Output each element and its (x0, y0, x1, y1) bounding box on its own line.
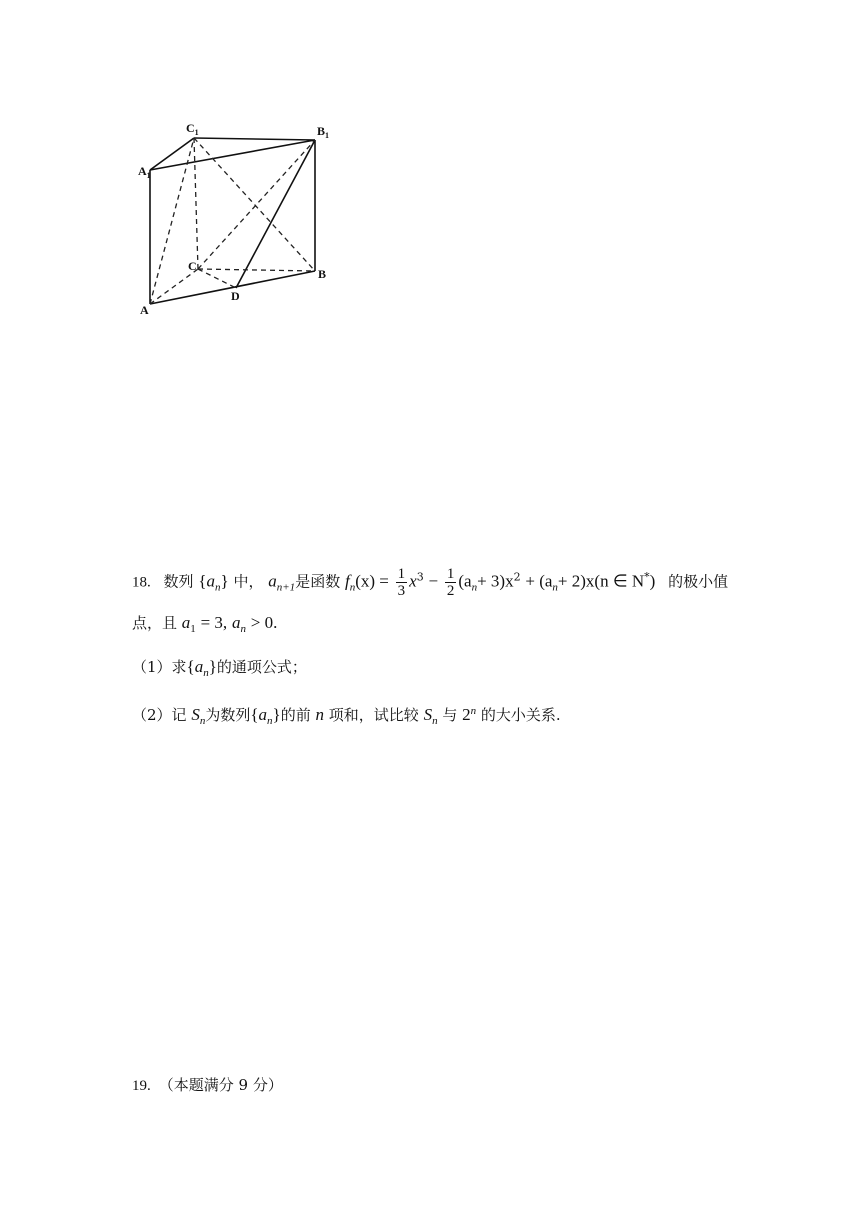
label-C1: $C_1$ (186, 121, 199, 137)
q18-part1: （1）求$\{a_n\}$的通项公式； (132, 657, 307, 679)
edge-C1-B1 (194, 138, 315, 140)
fraction-one-half: $\frac{1}{2}$ (446, 566, 455, 599)
q18-statement-line2: 点，且 $a_1 = 3$, $a_n > 0$. (132, 613, 278, 635)
q19-number: 19. (132, 1078, 151, 1094)
label-A1: $A_1$ (138, 164, 151, 180)
label-B: B (318, 267, 327, 281)
label-A: A (140, 303, 149, 317)
solid-edges (150, 138, 315, 304)
edge-C-D (198, 269, 236, 288)
label-B1: $B_1$ (317, 124, 330, 140)
prism-figure (132, 118, 342, 323)
q18-seq-prefix: 数列 (163, 572, 194, 591)
edge-A-C1 (150, 138, 194, 304)
q19-note: （本题满分 9 分） (158, 1076, 283, 1094)
q18-number: 18. (132, 574, 151, 591)
q18-tail: 的极小值 (668, 572, 729, 591)
edge-C1-C (194, 138, 198, 269)
q18-part2: （2）记 $S_n$为数列$\{a_n\}$的前 n 项和，试比较 $S_n$ 与 2$^n$ 的大小关系. (132, 705, 561, 727)
label-C: C (188, 259, 197, 273)
label-D: D (231, 289, 240, 303)
dashed-edges (150, 138, 315, 304)
edge-C-B (198, 269, 315, 271)
fraction-one-third: $\frac{1}{3}$ (397, 566, 406, 599)
prism-diagram (132, 118, 342, 323)
edge-A1-B1 (150, 140, 315, 170)
q19-heading (132, 1074, 283, 1097)
q18-statement-line1: 18. 数列 $\{a_n\}$ 中， $a_{n+1}$是函数 $f_n(x)$ = $\frac{1}{3}$ $x^3$ − $\frac{1}{2}$ $(a_n+ 3)x^2 + (a_n+ 2)x(n$ ∈ N*) 的极小值 (132, 566, 729, 599)
